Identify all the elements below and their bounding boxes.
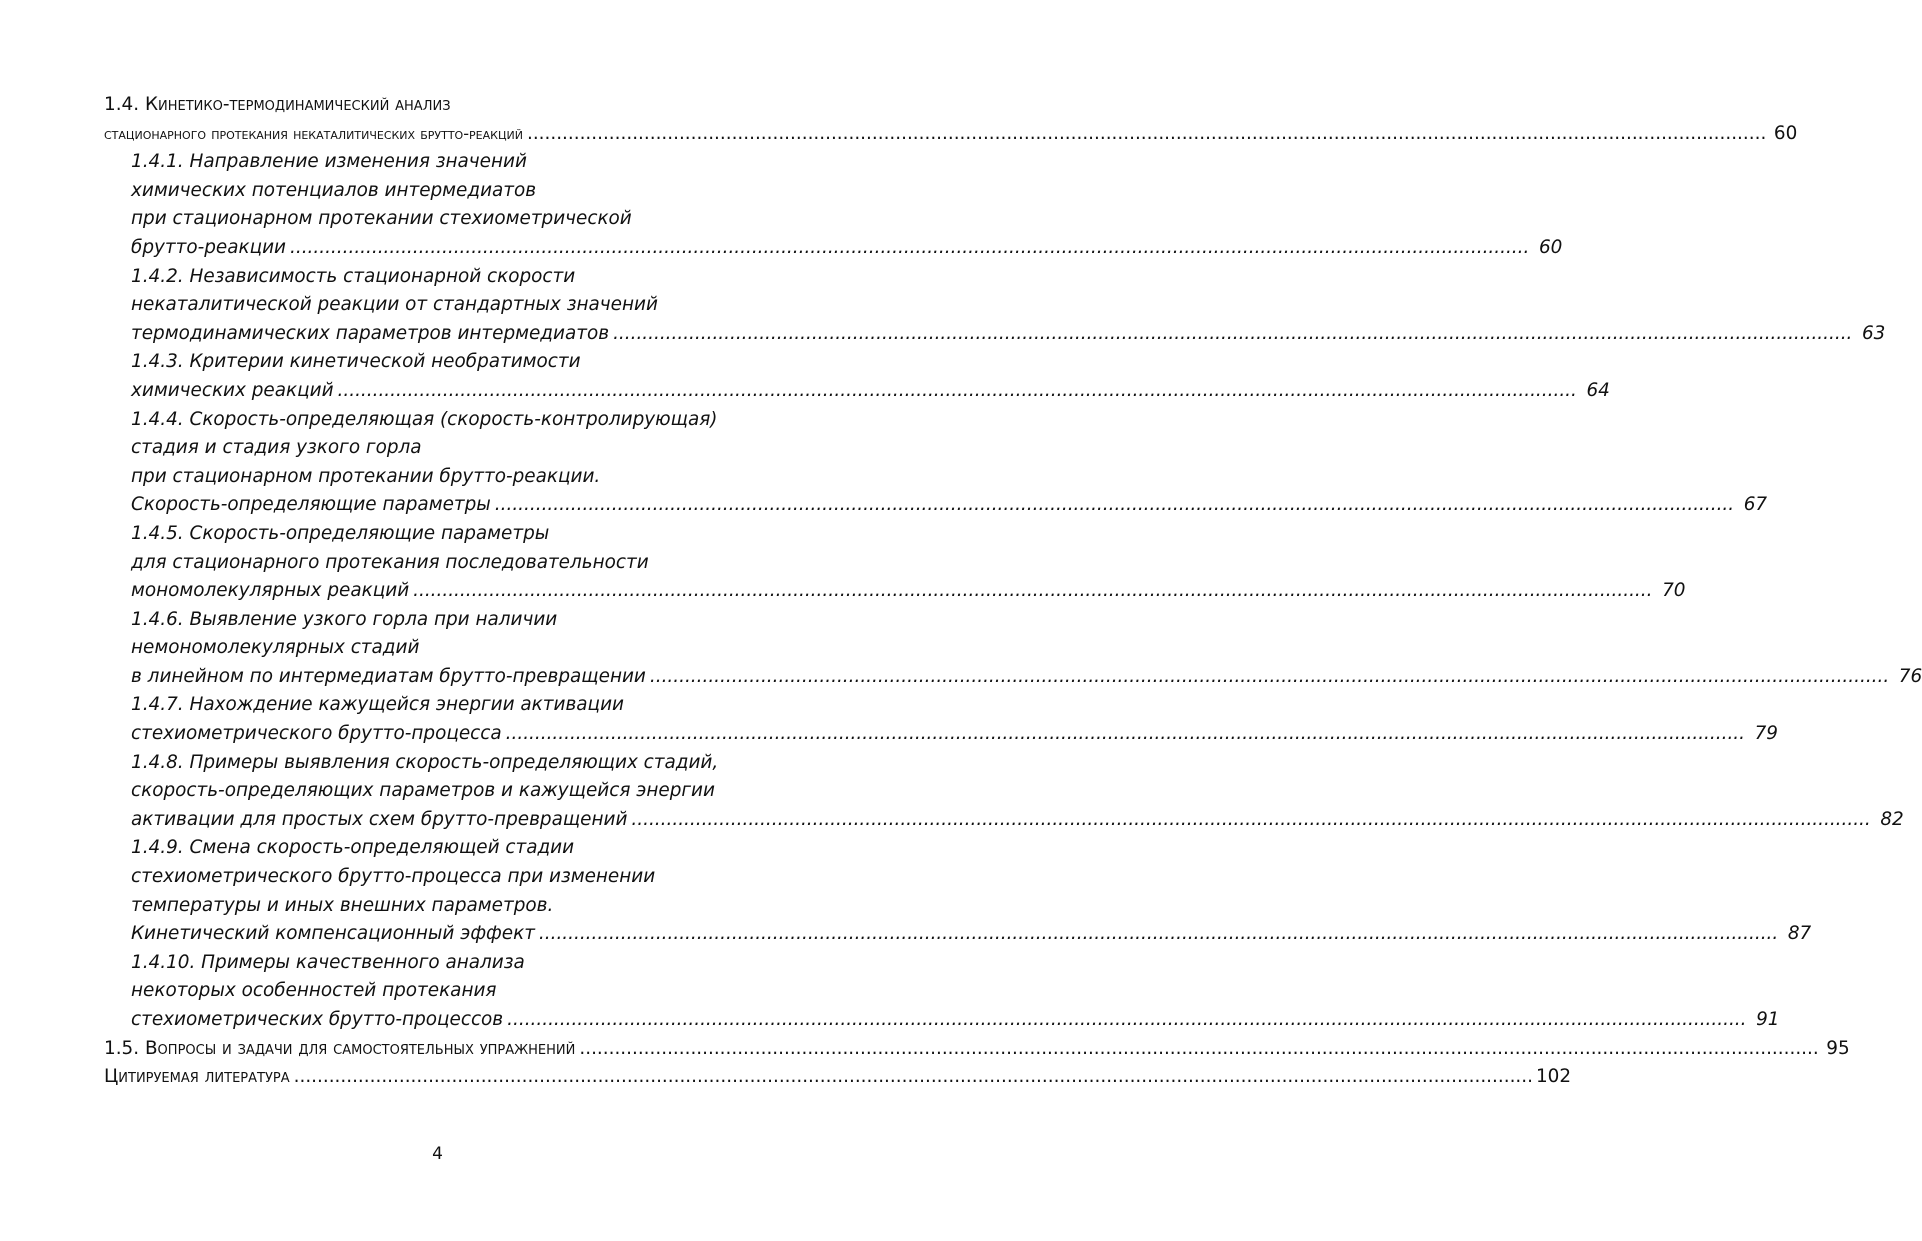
dot-leader: [290, 234, 1529, 263]
page-number: 4: [432, 1144, 443, 1164]
toc-page-number: 60: [1773, 122, 1798, 144]
dot-leader: [527, 120, 1766, 149]
dot-leader: [613, 320, 1852, 349]
toc-subsection-line: для стационарного протекания последовательности: [131, 551, 649, 573]
toc-section-1-4[interactable]: [104, 120, 1798, 149]
toc-entry-text: мономолекулярных реакций: [131, 580, 410, 602]
toc-subsection-line: 1.4.9. Смена скорость-определяющей стадии: [131, 837, 575, 859]
dot-leader: [506, 720, 1745, 749]
toc-subsection-entry[interactable]: [104, 234, 1563, 263]
toc-page-number: 95: [1826, 1037, 1850, 1059]
toc-subsection-line: при стационарном протекании стехиометрической: [131, 208, 632, 230]
toc-subsection-line: химических потенциалов интермедиатов: [131, 179, 537, 201]
toc-subsection-entry[interactable]: [104, 377, 1610, 406]
toc-entry-text: стехиометрического брутто-процесса: [131, 723, 502, 745]
dot-leader: [507, 1006, 1746, 1035]
toc-page-number: 67: [1743, 494, 1768, 516]
toc-subsection-line: при стационарном протекании брутто-реакции.: [131, 465, 601, 487]
toc-subsection-line: скорость-определяющих параметров и кажущейся энергии: [131, 780, 715, 802]
table-of-contents: [104, 91, 1922, 1092]
toc-subsections: [104, 148, 1922, 1034]
toc-subsection-entry[interactable]: [104, 1006, 1780, 1035]
toc-entry-text: Скорость-определяющие параметры: [131, 494, 491, 516]
toc-entry-text: термодинамических параметров интермедиатов: [131, 322, 610, 344]
dot-leader: [539, 920, 1778, 949]
toc-subsection-entry[interactable]: [104, 663, 1922, 692]
toc-page-number: 64: [1586, 379, 1610, 401]
toc-entry-text: Цитируемая литература: [104, 1066, 290, 1088]
toc-entry-text: химических реакций: [131, 379, 334, 401]
dot-leader: [650, 663, 1889, 692]
dot-leader: [579, 1035, 1818, 1064]
toc-subsection-entry[interactable]: [104, 491, 1768, 520]
toc-entry-text: активации для простых схем брутто-превращений: [131, 808, 628, 830]
dot-leader: [413, 577, 1652, 606]
toc-page-number: 76: [1898, 665, 1922, 687]
toc-subsection-line: 1.4.6. Выявление узкого горла при наличии: [131, 608, 558, 630]
toc-literature[interactable]: [104, 1063, 1572, 1092]
toc-page-number: 82: [1880, 808, 1904, 830]
dot-leader: [631, 806, 1870, 835]
dot-leader: [338, 377, 1577, 406]
toc-page-number: 63: [1861, 322, 1886, 344]
toc-entry-text: стехиометрических брутто-процессов: [131, 1009, 504, 1030]
toc-subsection-line: 1.4.8. Примеры выявления скорость-определяющих стадий,: [131, 751, 719, 773]
toc-subsection-entry[interactable]: [104, 320, 1886, 349]
toc-subsection-line: некоторых особенностей протекания: [131, 980, 497, 1002]
toc-subsection-line: 1.4.3. Критерии кинетической необратимости: [131, 351, 581, 373]
toc-entry-text: в линейном по интермедиатам брутто-превращении: [131, 665, 646, 687]
toc-subsection-entry[interactable]: [104, 806, 1904, 835]
toc-subsection-line: 1.4.5. Скорость-определяющие параметры: [131, 522, 550, 544]
toc-subsection-line: 1.4.1. Направление изменения значений: [131, 151, 527, 173]
toc-page-number: 87: [1787, 923, 1812, 945]
toc-subsection-line: 1.4.10. Примеры качественного анализа: [131, 951, 525, 973]
toc-subsection-line: температуры и иных внешних параметров.: [131, 894, 554, 916]
toc-subsection-line: 1.4.4. Скорость-определяющая (скорость-контролирующая): [131, 408, 718, 430]
toc-section-1-5[interactable]: [104, 1035, 1850, 1064]
toc-subsection-line: 1.4.7. Нахождение кажущейся энергии активации: [131, 694, 624, 716]
dot-leader: [294, 1063, 1533, 1092]
toc-page-number: 102: [1535, 1066, 1572, 1088]
toc-entry-text: стационарного протекания некаталитических брутто-реакций: [104, 123, 523, 143]
toc-subsection-entry[interactable]: [104, 720, 1778, 749]
toc-subsection-line: немономолекулярных стадий: [131, 637, 420, 659]
toc-entry-text: Кинетический компенсационный эффект: [131, 923, 535, 945]
toc-subsection-entry[interactable]: [104, 577, 1686, 606]
toc-subsection-entry[interactable]: [104, 920, 1812, 949]
toc-page-number: 70: [1662, 580, 1686, 602]
toc-subsection-line: стадия и стадия узкого горла: [131, 437, 422, 459]
toc-page-number: 91: [1756, 1009, 1780, 1030]
toc-entry-text: 1.5. Вопросы и задачи для самостоятельных упражнений: [104, 1037, 576, 1059]
toc-subsection-line: 1.4.2. Независимость стационарной скорости: [131, 265, 576, 287]
dot-leader: [495, 491, 1734, 520]
toc-entry-text: брутто-реакции: [131, 236, 287, 258]
toc-section-1-4-title: 1.4. Кинетико-термодинамический анализ: [104, 94, 451, 115]
toc-page-number: 79: [1754, 723, 1778, 745]
toc-page-number: 60: [1538, 236, 1563, 258]
toc-subsection-line: стехиометрического брутто-процесса при изменении: [131, 866, 656, 888]
toc-subsection-line: некаталитической реакции от стандартных значений: [131, 294, 658, 316]
